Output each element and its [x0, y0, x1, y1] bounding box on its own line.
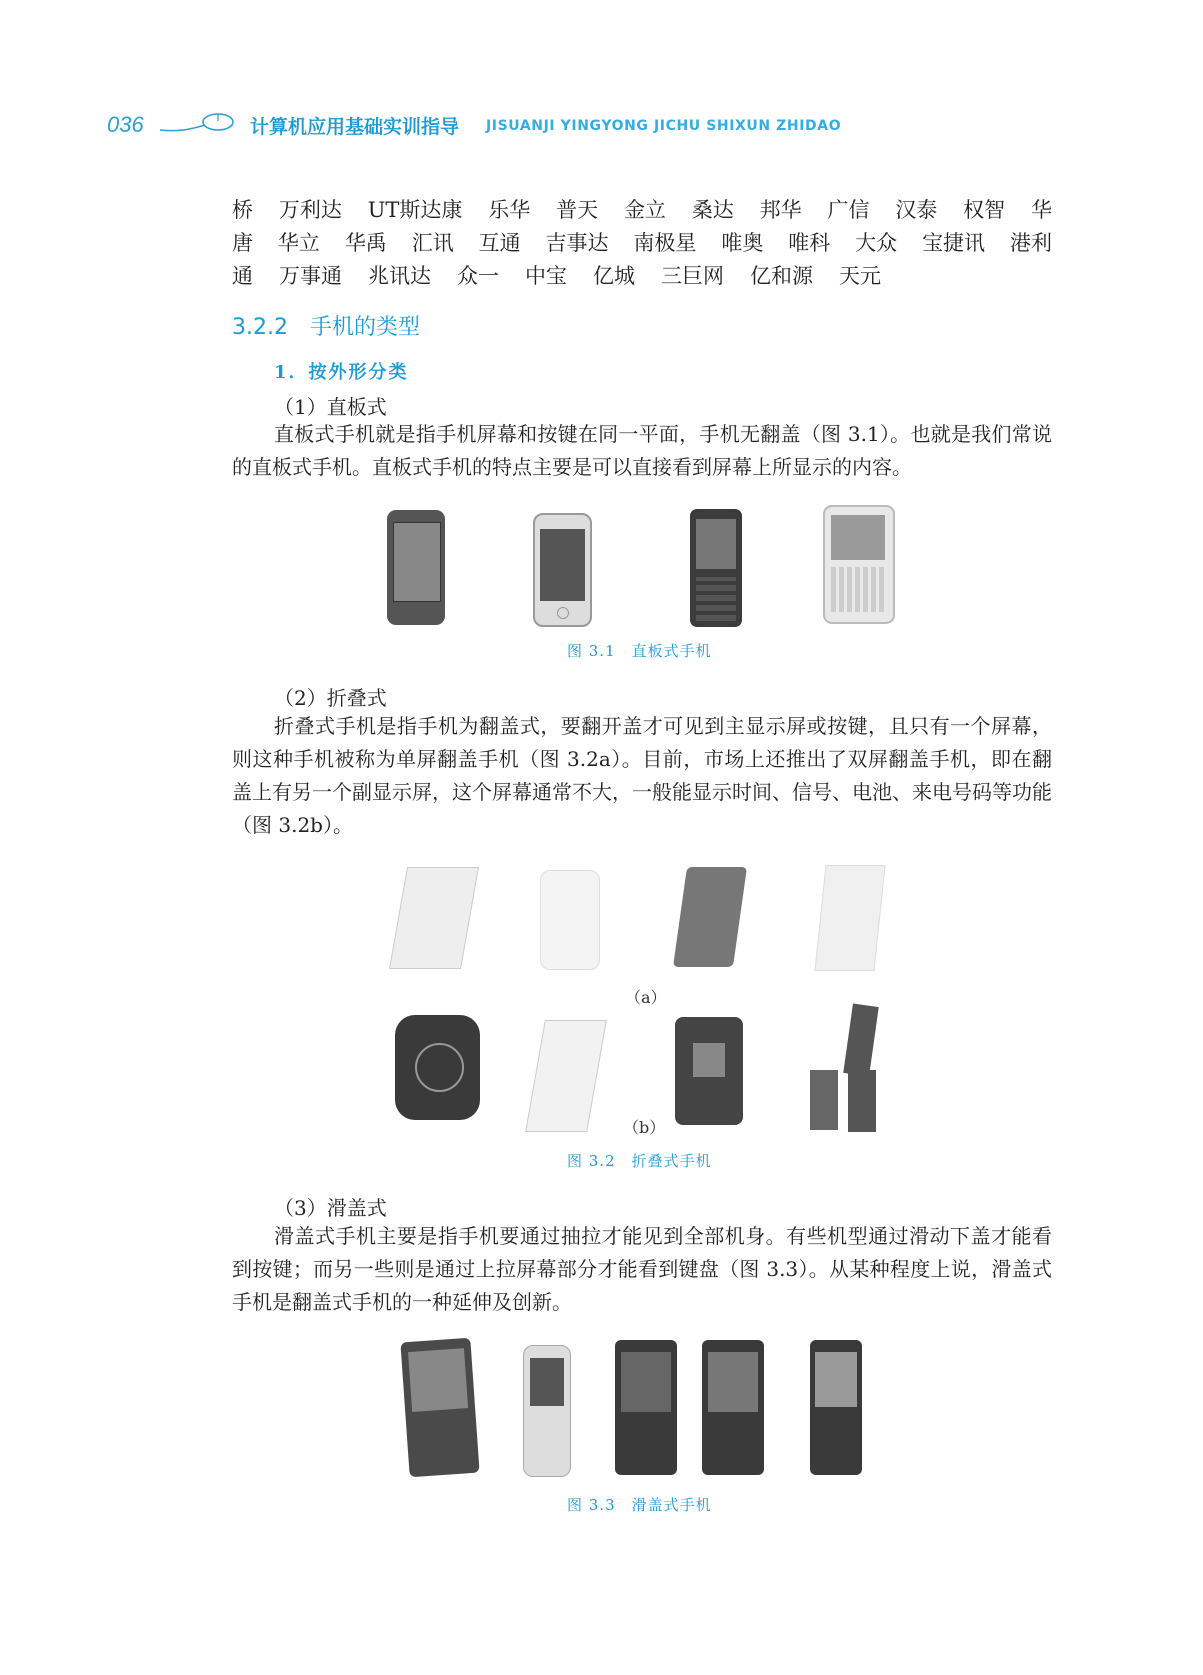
phone-image — [533, 513, 592, 627]
brand-name: 大众 — [855, 231, 898, 255]
brand-name: 唐 — [232, 231, 253, 255]
fold-paragraph: 折叠式手机是指手机为翻盖式，要翻开盖才可见到主显示屏或按键，且只有一个屏幕，则这种手机被称为单屏翻盖手机（图 3.2a）。目前，市场上还推出了双屏翻盖手机，即在翻盖上有另一个副显示屏，这个屏幕通常不大，一般能显示时间、信号、电池、来电号码等功能（图 3.2b）。 — [232, 714, 1052, 837]
brand-name: 桑达 — [691, 198, 734, 222]
brand-name: 普天 — [556, 198, 599, 222]
phone-image — [525, 1020, 607, 1132]
book-title-cn: 计算机应用基础实训指导 — [250, 116, 460, 138]
phone-image — [389, 867, 479, 969]
brand-name: 乐华 — [488, 198, 531, 222]
bar-heading: （1）直板式 — [274, 395, 387, 419]
phone-image — [540, 870, 600, 970]
brand-name: 邦华 — [759, 198, 802, 222]
brand-name: 互通 — [478, 231, 521, 255]
phone-image — [395, 1015, 480, 1120]
brand-name: 宝捷讯 — [922, 231, 986, 255]
bar-paragraph: 直板式手机就是指手机屏幕和按键在同一平面，手机无翻盖（图 3.1）。也就是我们常说的直板式手机。直板式手机的特点主要是可以直接看到屏幕上所显示的内容。 — [232, 422, 1052, 479]
brand-name: 吉事达 — [545, 231, 609, 255]
brand-name: 众一 — [457, 264, 499, 288]
brand-name: 万利达 — [278, 198, 342, 222]
phone-image — [675, 1017, 743, 1125]
brand-name: 华禹 — [344, 231, 387, 255]
brand-name: 兆讯达 — [368, 264, 431, 288]
phone-image — [387, 510, 445, 625]
phone-image — [523, 1345, 571, 1477]
brand-name: 中宝 — [525, 264, 567, 288]
phone-image — [702, 1340, 764, 1475]
section-title: 3.2.2 手机的类型 — [232, 315, 420, 340]
brand-line-1 — [232, 194, 1052, 224]
brand-line-3 — [232, 260, 1052, 290]
figure-3-2a — [390, 862, 900, 972]
phone-image — [615, 1340, 677, 1475]
figure-3-1 — [385, 505, 915, 630]
brand-name: 权智 — [963, 198, 1006, 222]
figure-3-3 — [405, 1335, 875, 1480]
brand-name: 金立 — [623, 198, 666, 222]
phone-image — [690, 509, 742, 627]
figure-3-2a-label: （a） — [625, 988, 667, 1007]
brand-name: 南极星 — [633, 231, 697, 255]
mouse-icon — [158, 110, 236, 138]
brand-name: 天元 — [839, 264, 881, 288]
phone-image — [823, 505, 895, 624]
brand-name: 港利 — [1009, 231, 1052, 255]
brand-name: UT斯达康 — [367, 198, 463, 222]
brand-name: 桥 — [232, 198, 253, 222]
brand-name: 汉泰 — [895, 198, 938, 222]
brand-name: 亿城 — [593, 264, 635, 288]
phone-image — [673, 867, 747, 967]
phone-image — [400, 1338, 479, 1478]
fold-heading: （2）折叠式 — [274, 686, 387, 710]
slide-paragraph: 滑盖式手机主要是指手机要通过抽拉才能见到全部机身。有些机型通过滑动下盖才能看到按键；而另一些则是通过上拉屏幕部分才能看到键盘（图 3.3）。从某种程度上说，滑盖式手机是翻盖式手机的一种延伸及创新。 — [232, 1224, 1052, 1314]
brand-name: 通 — [232, 264, 253, 288]
phone-image — [810, 1005, 880, 1135]
brand-name: 汇讯 — [411, 231, 454, 255]
slide-heading: （3）滑盖式 — [274, 1196, 387, 1220]
brand-name: 广信 — [827, 198, 870, 222]
phone-image — [814, 865, 885, 971]
brand-name: 唯奥 — [721, 231, 764, 255]
brand-line-2 — [232, 227, 1052, 257]
subheading: 1．按外形分类 — [274, 362, 409, 383]
figure-3-1-caption: 图 3.1 直板式手机 — [567, 642, 712, 660]
brand-name: 亿和源 — [750, 264, 813, 288]
figure-3-2b-label: （b） — [623, 1118, 666, 1137]
page-number: 036 — [107, 112, 144, 137]
brand-name: 三巨网 — [661, 264, 724, 288]
brand-name: 华立 — [277, 231, 320, 255]
book-title-en: JISUANJI YINGYONG JICHU SHIXUN ZHIDAO — [486, 118, 842, 134]
figure-3-2-caption: 图 3.2 折叠式手机 — [567, 1152, 712, 1170]
brand-name: 华 — [1031, 198, 1052, 222]
figure-3-3-caption: 图 3.3 滑盖式手机 — [567, 1496, 712, 1514]
brand-name: 万事通 — [279, 264, 342, 288]
brand-name: 唯科 — [788, 231, 831, 255]
phone-image — [810, 1340, 862, 1475]
